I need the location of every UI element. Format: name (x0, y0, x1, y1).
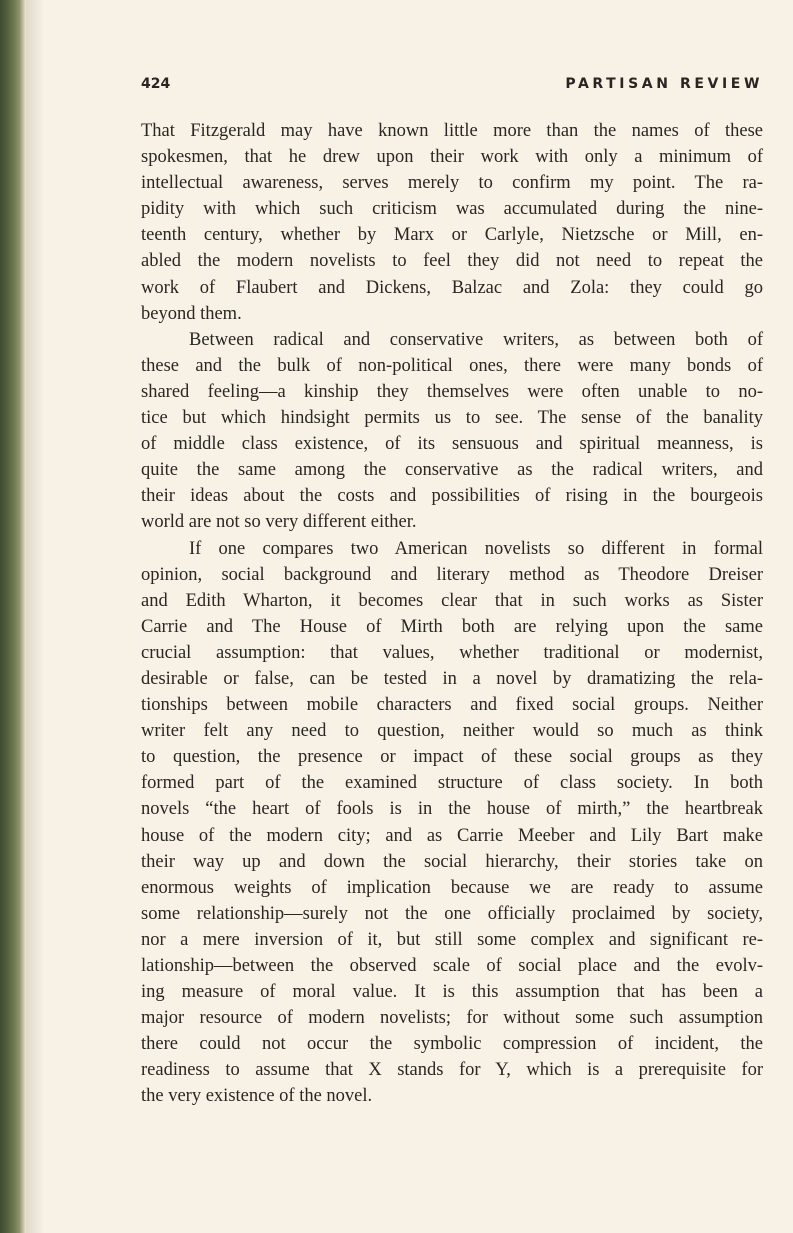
text-line: opinion, social background and literary method as Theodore Dreiser (141, 564, 763, 585)
text-line: readiness to assume that X stands for Y, which is a prerequisite for (141, 1060, 763, 1081)
text-line: shared feeling—a kinship they themselves were often unable to no- (141, 381, 763, 402)
text-line: intellectual awareness, serves merely to confirm my point. The ra- (141, 173, 763, 194)
gutter-shadow (26, 0, 44, 1233)
text-line: enormous weights of implication because we are ready to assume (141, 877, 763, 898)
page-header (141, 76, 763, 98)
body-text (141, 118, 763, 1110)
text-line: lationship—between the observed scale of social place and the evolv- (141, 956, 763, 976)
text-line: there could not occur the symbolic compression of incident, the (141, 1034, 763, 1055)
text-line: their ideas about the costs and possibilities of rising in the bourgeois (141, 486, 763, 507)
text-line: pidity with which such criticism was accumulated during the nine- (141, 199, 763, 220)
text-line: tice but which hindsight permits us to see. The sense of the banality (141, 408, 763, 429)
text-line: Between radical and conservative writers, as between both of (189, 329, 763, 350)
text-line: formed part of the examined structure of class society. In both (141, 773, 763, 794)
text-line: nor a mere inversion of it, but still some complex and significant re- (141, 929, 763, 950)
text-line: to question, the presence or impact of these social groups as they (141, 747, 763, 768)
text-line: their way up and down the social hierarchy, their stories take on (141, 851, 763, 872)
text-line: beyond them. (141, 303, 242, 324)
book-spine (0, 0, 26, 1233)
text-line: world are not so very different either. (141, 512, 417, 533)
text-line: If one compares two American novelists so different in formal (189, 538, 763, 559)
text-line: spokesmen, that he drew upon their work with only a minimum of (141, 147, 763, 168)
paragraph-2 (141, 327, 763, 536)
text-line: work of Flaubert and Dickens, Balzac and Zola: they could go (141, 277, 763, 298)
text-line: novels “the heart of fools is in the house of mirth,” the heartbreak (141, 799, 763, 820)
text-line: teenth century, whether by Marx or Carlyle, Nietzsche or Mill, en- (141, 225, 763, 246)
running-head: PARTISAN REVIEW (565, 76, 763, 92)
text-line: these and the bulk of non-political ones, there were many bonds of (141, 355, 763, 376)
paragraph-3 (141, 536, 763, 1110)
text-line: tionships between mobile characters and fixed social groups. Neither (141, 695, 763, 716)
text-line: abled the modern novelists to feel they did not need to repeat the (141, 251, 763, 272)
text-line: desirable or false, can be tested in a novel by dramatizing the rela- (141, 668, 763, 689)
text-line: Carrie and The House of Mirth both are relying upon the same (141, 616, 763, 637)
text-line: writer felt any need to question, neither would so much as think (141, 721, 763, 742)
paragraph-1 (141, 118, 763, 327)
text-line: major resource of modern novelists; for without some such assumption (141, 1008, 763, 1029)
page-number: 424 (141, 76, 171, 92)
text-line: some relationship—surely not the one officially proclaimed by society, (141, 903, 763, 924)
text-line: That Fitzgerald may have known little more than the names of these (141, 121, 763, 141)
text-line: of middle class existence, of its sensuous and spiritual meanness, is (141, 434, 763, 455)
text-line: crucial assumption: that values, whether traditional or modernist, (141, 642, 763, 663)
text-line: the very existence of the novel. (141, 1086, 373, 1107)
text-line: and Edith Wharton, it becomes clear that in such works as Sister (141, 590, 763, 611)
text-line: house of the modern city; and as Carrie Meeber and Lily Bart make (141, 825, 763, 846)
text-line: quite the same among the conservative as the radical writers, and (141, 460, 763, 481)
text-line: ing measure of moral value. It is this assumption that has been a (141, 982, 763, 1003)
